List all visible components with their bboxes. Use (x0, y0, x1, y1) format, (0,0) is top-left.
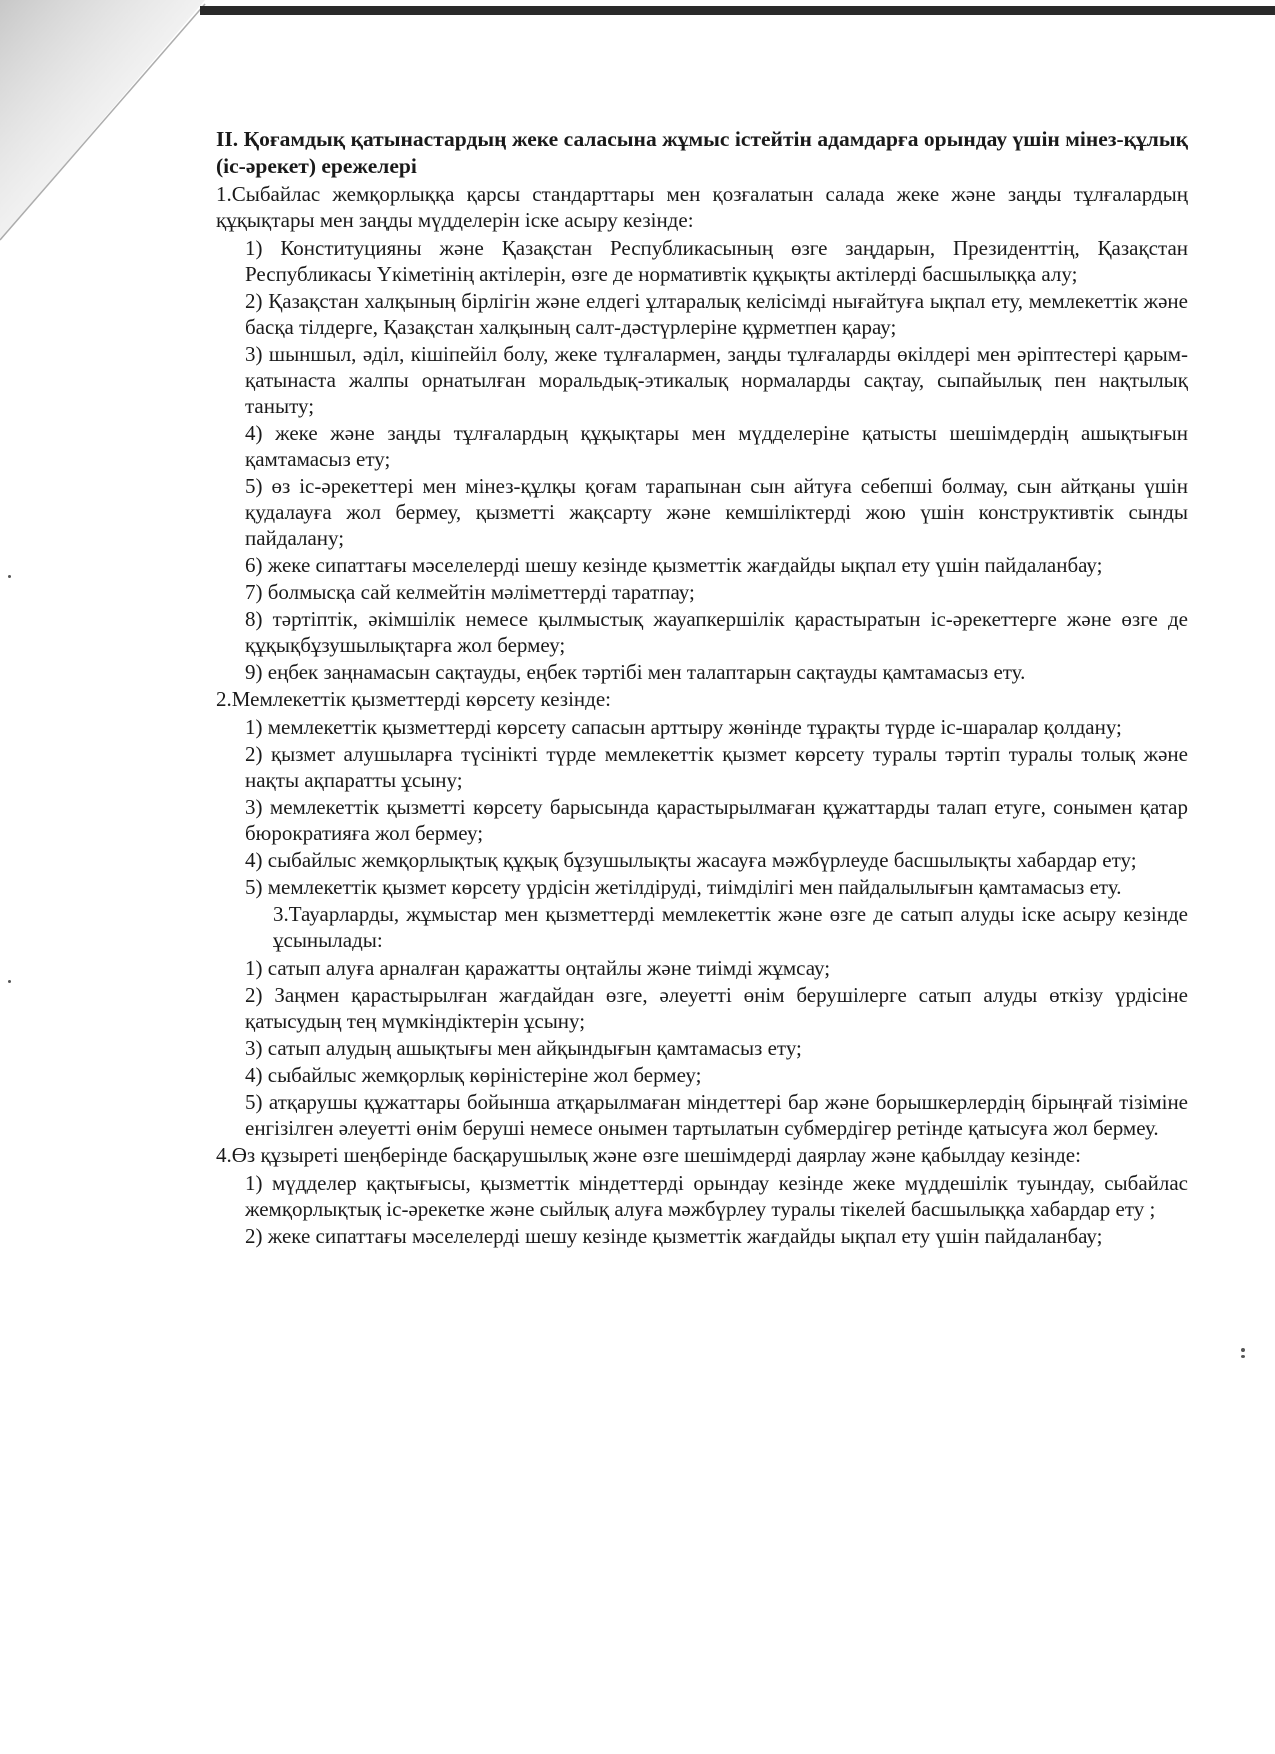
list-item: 3) шыншыл, әділ, кішіпейіл болу, жеке тұлғалармен, заңды тұлғаларды өкілдері мен әріптестері қарым-қатынаста жалпы орнатылған моральдық-этикалық нормаларды сақтау, сыпайылық пен нақтылық таныту; (245, 342, 1188, 418)
list-item: 2) Заңмен қарастырылған жағдайдан өзге, әлеуетті өнім берушілерге сатып алуды өткізу үрдісіне қатысудың тең мүмкіндіктерін ұсыну; (245, 983, 1188, 1033)
list-item: 5) атқарушы құжаттары бойынша атқарылмаған міндеттері бар және борышкерлердің бірыңғай тізіміне енгізілген әлеуетті өнім беруші немесе онымен тартылатын субмердігер ретінде қатысуға жол бермеу. (245, 1090, 1188, 1140)
list-item: 5) мемлекеттік қызмет көрсету үрдісін жетілдіруді, тиімділігі мен пайдалылығын қамтамасыз ету. (245, 875, 1122, 899)
document-page (216, 126, 1188, 1250)
scan-speck (8, 575, 11, 578)
document-title: ІІ. Қоғамдық қатынастардың жеке саласына жұмыс істейтін адамдарға орындау үшін мінез-құлық (іс-әрекет) ережелері (216, 127, 1188, 178)
scan-top-border (200, 6, 1275, 15)
list-item: 2) Қазақстан халқының бірлігін және елдегі ұлтаралық келісімді нығайтуға ықпал ету, мемлекеттік және басқа тілдерге, Қазақстан халқының салт-дәстүрлеріне құрметпен қарау; (245, 289, 1188, 339)
list-item: 7) болмысқа сай келмейтін мәліметтерді таратпау; (245, 580, 695, 604)
list-item: 3) мемлекеттік қызметті көрсету барысында қарастырылмаған құжаттарды талап етуге, сонымен қатар бюрократияға жол бермеу; (245, 795, 1188, 845)
list-item: 1) мемлекеттік қызметтерді көрсету сапасын арттыру жөнінде тұрақты түрде іс-шаралар қолдану; (245, 715, 1122, 739)
list-item: 2) жеке сипаттағы мәселелерді шешу кезінде қызметтік жағдайды ықпал ету үшін пайдаланбау; (245, 1224, 1103, 1248)
list-item: 4) сыбайлыс жемқорлықтық құқық бұзушылықты жасауға мәжбүрлеуде басшылықты хабардар ету; (245, 848, 1137, 872)
section-3-heading: 3.Тауарларды, жұмыстар мен қызметтерді мемлекеттік және өзге де сатып алуды іске асыру кезінде ұсынылады: (273, 902, 1188, 952)
list-item: 4) жеке және заңды тұлғалардың құқықтары мен мүдделеріне қатысты шешімдердің ашықтығын қамтамасыз ету; (245, 421, 1188, 471)
list-item: 2) қызмет алушыларға түсінікті түрде мемлекеттік қызмет көрсету туралы тәртіп туралы толық және нақты ақпаратты ұсыну; (245, 742, 1188, 792)
scan-speck (8, 980, 11, 983)
list-item: 5) өз іс-әрекеттері мен мінез-құлқы қоғам тарапынан сын айтуға себепші болмау, сын айтқаны үшін қудалауға жол бермеу, қызметті жақсарту және кемшіліктерді жою үшін конструктивтік сынды пайдалану; (245, 474, 1188, 550)
section-2-list (216, 714, 1188, 900)
list-item: 1) мүдделер қақтығысы, қызметтік міндеттерді орындау кезінде жеке мүддешілік туындау, сыбайлас жемқорлықтық іс-әрекетке және сыйлық алуға мәжбүрлеу туралы тікелей басшылыққа хабардар ету ; (245, 1171, 1188, 1221)
list-item: 1) сатып алуға арналған қаражатты оңтайлы және тиімді жұмсау; (245, 956, 831, 980)
section-2-heading: 2.Мемлекеттік қызметтерді көрсету кезінде: (216, 687, 612, 711)
section-4-heading: 4.Өз құзыреті шеңберінде басқарушылық және өзге шешімдерді даярлау және қабылдау кезінде: (216, 1143, 1081, 1167)
scan-speck (1241, 1348, 1245, 1352)
list-item: 4) сыбайлыс жемқорлық көріністеріне жол бермеу; (245, 1063, 702, 1087)
list-item: 6) жеке сипаттағы мәселелерді шешу кезінде қызметтік жағдайды ықпал ету үшін пайдаланбау; (245, 553, 1103, 577)
section-3-list (216, 955, 1188, 1141)
scan-speck (1241, 1355, 1245, 1358)
list-item: 9) еңбек заңнамасын сақтауды, еңбек тәртібі мен талаптарын сақтауды қамтамасыз ету. (245, 660, 1026, 684)
list-item: 8) тәртіптік, әкімшілік немесе қылмыстық жауапкершілік қарастыратын іс-әрекеттерге және өзге де құқықбұзушылықтарға жол бермеу; (245, 607, 1188, 657)
list-item: 3) сатып алудың ашықтығы мен айқындығын қамтамасыз ету; (245, 1036, 802, 1060)
section-1-list (216, 235, 1188, 685)
section-1-heading: 1.Сыбайлас жемқорлыққа қарсы стандарттары мен қозғалатын салада жеке және заңды тұлғалардың құқықтары мен заңды мүдделерін іске асыру кезінде: (216, 182, 1188, 232)
section-4-list (216, 1170, 1188, 1249)
list-item: 1) Конституцияны және Қазақстан Республикасының өзге заңдарын, Президенттің, Қазақстан Республикасы Үкіметінің актілерін, өзге де нормативтік құқықты актілерді басшылыққа алу; (245, 236, 1188, 286)
